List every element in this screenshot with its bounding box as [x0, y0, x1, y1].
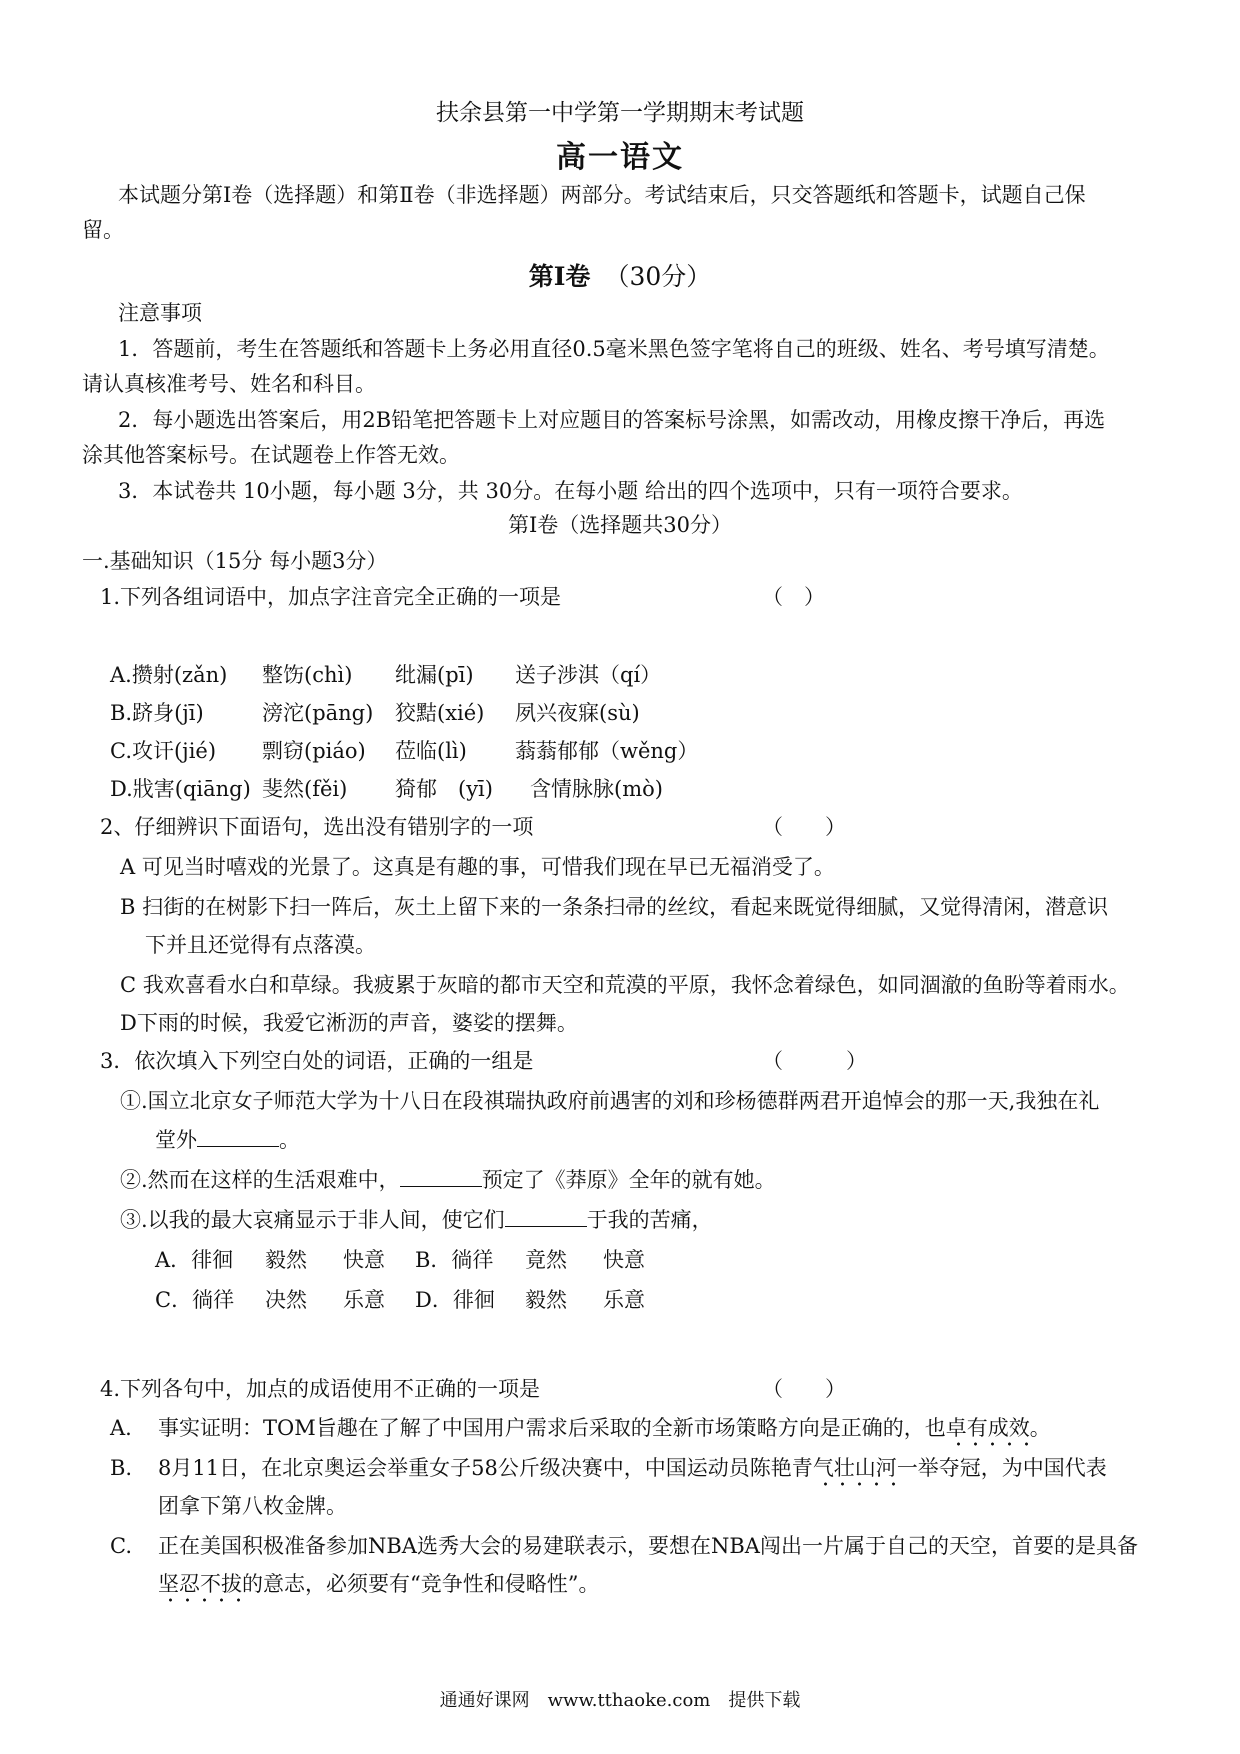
note-1-line-2: 请认真核准考号、姓名和科目。 [82, 372, 376, 396]
q2-option-b-line-1: B 扫街的在树影下扫一阵后，灰土上留下来的一条条扫帚的丝纹，看起来既觉得细腻，又觉得清闲，潜意识 [120, 895, 1109, 919]
q4-option-c-line-2 [158, 1569, 1058, 1599]
volume-one-title [0, 262, 1240, 292]
q4-b-idiom: 气壮山河 [813, 1456, 897, 1487]
q3-blank-3 [505, 1206, 587, 1227]
q2-option-d: D下雨的时候，我爱它淅沥的声音，婆娑的摆舞。 [120, 1011, 578, 1035]
q3-sentence-1-line-1: ①.国立北京女子师范大学为十八日在段祺瑞执政府前遇害的刘和珍杨德群两君开追悼会的那一天,我独在礼 [120, 1089, 1100, 1113]
q3-option-a-3: 快意 [343, 1248, 385, 1272]
q4-b-end: 一举夺冠，为中国代表 [896, 1456, 1107, 1480]
q3-s2-text: ②.然而在这样的生活艰难中， [120, 1168, 400, 1192]
q4-option-c-line-1: 正在美国积极准备参加NBA选秀大会的易建联表示，要想在NBA闯出一片属于自己的天空，首要的是具备 [158, 1534, 1138, 1558]
q4-option-b-line-2: 团拿下第八枚金牌。 [158, 1494, 347, 1518]
q1-answer-paren: （ ） [762, 585, 825, 609]
q3-option-a-2: 毅然 [265, 1248, 307, 1272]
q1-option-d-4: 含情脉脉(mò) [530, 777, 663, 801]
q3-sentence-2 [120, 1165, 1020, 1195]
q3-option-d-2: 毅然 [525, 1288, 567, 1312]
q3-s1-text: 堂外 [155, 1128, 197, 1152]
q4-a-text: 事实证明：TOM旨趣在了解了中国用户需求后采取的全新市场策略方向是正确的，也 [158, 1416, 946, 1440]
q4-option-b-line-1 [158, 1453, 1228, 1483]
q1-option-b-3: 狡黠(xié) [395, 701, 485, 725]
note-1-line-1: 1．答题前，考生在答题纸和答题卡上务必用直径0.5毫米黑色签字笔将自己的班级、姓名、考号填写清楚。 [118, 337, 1110, 361]
section-title: 第Ⅰ卷（选择题共30分） [507, 513, 733, 537]
q1-option-d-3: 猗郁 (yī) [395, 777, 493, 801]
q4-option-a [158, 1413, 1218, 1443]
q1-option-a-3: 纰漏(pī) [395, 663, 474, 687]
q4-option-c-label: C. [110, 1534, 132, 1558]
q1-option-b-1: B.跻身(jī) [110, 701, 204, 725]
q1-option-a-2: 整饬(chì) [262, 663, 353, 687]
q3-option-b-1: B．徜徉 [415, 1248, 494, 1272]
q3-option-c-1: C．徜徉 [155, 1288, 235, 1312]
q3-blank-2 [400, 1166, 482, 1187]
q1-option-c-3: 莅临(lì) [395, 739, 467, 763]
q3-option-b-3: 快意 [603, 1248, 645, 1272]
q3-option-c-3: 乐意 [343, 1288, 385, 1312]
q2-stem: 2、仔细辨识下面语句，选出没有错别字的一项 [100, 815, 534, 839]
notes-heading: 注意事项 [118, 301, 202, 325]
q3-blank-1 [197, 1126, 279, 1147]
q1-option-b-2: 滂沱(pāng) [262, 701, 374, 725]
q3-option-d-1: D．徘徊 [415, 1288, 495, 1312]
q3-option-c-2: 决然 [265, 1288, 307, 1312]
q1-stem: 1.下列各组词语中，加点字注音完全正确的一项是 [100, 585, 562, 609]
q3-stem: 3．依次填入下列空白处的词语，正确的一组是 [100, 1049, 534, 1073]
q3-s1-end: 。 [279, 1128, 300, 1152]
q1-option-c-2: 剽窃(piáo) [262, 739, 366, 763]
q4-stem: 4.下列各句中，加点的成语使用不正确的一项是 [100, 1377, 541, 1401]
q1-option-a-1: A.攒射(zǎn) [110, 663, 228, 687]
volume-one-score: （30分） [604, 262, 712, 291]
q4-c-idiom: 坚忍不拔 [158, 1572, 242, 1603]
q4-c-end: 的意志，必须要有“竞争性和侵略性”。 [242, 1572, 600, 1596]
exam-title: 扶余县第一中学第一学期期末考试题 [436, 100, 804, 126]
intro-line-1: 本试题分第Ⅰ卷（选择题）和第Ⅱ卷（非选择题）两部分。考试结束后，只交答题纸和答题卡，试题自己保 [118, 183, 1086, 207]
note-2-line-1: 2．每小题选出答案后，用2B铅笔把答题卡上对应题目的答案标号涂黑，如需改动，用橡皮擦干净后，再选 [118, 408, 1106, 432]
q3-s2-end: 预定了《莽原》全年的就有她。 [481, 1168, 776, 1192]
q4-b-text: 8月11日，在北京奥运会举重女子58公斤级决赛中，中国运动员陈艳青 [158, 1456, 813, 1480]
q3-option-b-2: 竟然 [525, 1248, 567, 1272]
q1-option-c-4: 蓊蓊郁郁（wěng） [515, 739, 699, 763]
note-3: 3．本试卷共 10小题，每小题 3分，共 30分。在每小题 给出的四个选项中，只有一项符合要求。 [118, 479, 1023, 503]
intro-line-2: 留。 [82, 218, 124, 242]
q4-option-a-label: A. [110, 1416, 132, 1440]
q4-a-idiom: 卓有成效 [946, 1416, 1030, 1447]
q1-option-b-4: 夙兴夜寐(sù) [515, 701, 640, 725]
q1-option-d-1: D.戕害(qiāng) [110, 777, 251, 801]
subject-title: 高一语文 [556, 140, 684, 175]
q3-sentence-1-line-2 [155, 1125, 755, 1155]
q3-option-a-1: A．徘徊 [155, 1248, 234, 1272]
q4-option-b-label: B. [110, 1456, 133, 1480]
q1-option-d-2: 斐然(fěi) [262, 777, 348, 801]
q1-option-a-4: 送子涉淇（qí） [515, 663, 662, 687]
q2-answer-paren: （ ） [762, 815, 846, 839]
q4-answer-paren: （ ） [762, 1377, 846, 1401]
q2-option-c: C 我欢喜看水白和草绿。我疲累于灰暗的都市天空和荒漠的平原，我怀念着绿色，如同涸澈的鱼盼等着雨水。 [120, 973, 1130, 997]
q4-a-end: 。 [1029, 1416, 1051, 1440]
q2-option-a: A 可见当时嘻戏的光景了。这真是有趣的事，可惜我们现在早已无福消受了。 [120, 855, 835, 879]
q2-option-b-line-2: 下并且还觉得有点落漠。 [145, 933, 376, 957]
volume-one-label: 第Ⅰ卷 [528, 262, 591, 291]
q3-s3-text: ③.以我的最大哀痛显示于非人间，使它们 [120, 1208, 505, 1232]
q1-option-c-1: C.攻讦(jié) [110, 739, 217, 763]
q3-s3-end: 于我的苦痛， [586, 1208, 713, 1232]
footer-credit: 通通好课网 www.tthaoke.com 提供下载 [439, 1690, 801, 1711]
q3-option-d-3: 乐意 [603, 1288, 645, 1312]
q3-sentence-3 [120, 1205, 1020, 1235]
part-one-heading: 一.基础知识（15分 每小题3分） [82, 549, 388, 573]
q3-answer-paren: （ ） [762, 1049, 867, 1073]
note-2-line-2: 涂其他答案标号。在试题卷上作答无效。 [82, 443, 460, 467]
